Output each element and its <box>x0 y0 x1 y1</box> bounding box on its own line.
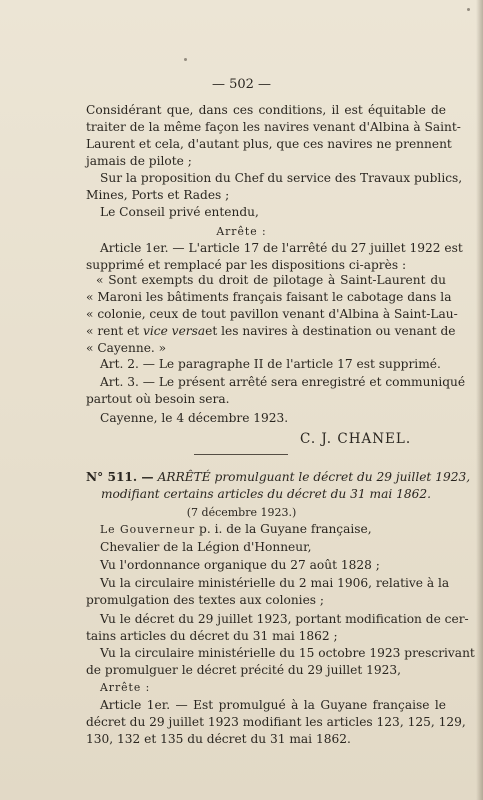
page-number: — 502 — <box>211 77 272 92</box>
text-line: « Sont exempts du droit de pilotage à Saint-Laurent du <box>96 273 446 287</box>
paragraph-proposition <box>86 170 463 204</box>
text-line: Sur la proposition du Chef du service des Travaux publics, <box>100 171 463 185</box>
decree-number: N° 511. — <box>86 470 154 484</box>
text-line: « rent et vice versa <box>86 324 206 338</box>
text-line: Vu la circulaire ministérielle du 2 mai 1906, relative à la <box>100 576 450 590</box>
text-line: de promulguer le décret précité du 29 juillet 1923, <box>86 663 402 677</box>
text-line: promulgation des textes aux colonies ; <box>86 593 325 607</box>
speck-mark <box>467 8 470 11</box>
text-line: traiter de la même façon les navires venant d'Albina à Saint- <box>86 120 461 134</box>
text-line <box>86 323 456 340</box>
gouverneur-line <box>100 521 372 538</box>
text-line: Vu le décret du 29 juillet 1923, portant modification de cer- <box>100 612 469 626</box>
text-line: Article 1er. — Est promulgué à la Guyane française le <box>100 698 446 712</box>
text-line: supprimé et remplacé par les dispositions ci-après : <box>86 258 407 272</box>
paragraph-conseil: Le Conseil privé entendu, <box>100 205 259 219</box>
arrete-heading: Arrête : <box>216 225 267 238</box>
vu-circulaire-1906 <box>86 575 450 609</box>
text-line: modifiant certains articles du décret du 31 mai 1862. <box>100 487 432 501</box>
place-date: Cayenne, le 4 décembre 1923. <box>100 411 289 425</box>
vu-decret-1923 <box>86 611 469 645</box>
text-line: jamais de pilote ; <box>86 154 192 168</box>
decree-title: ARRÊTÉ promulguant le décret du 29 juillet 1923, <box>157 470 471 484</box>
text-line <box>86 469 471 486</box>
text-line: « Maroni les bâtiments français faisant le cabotage dans la <box>86 290 452 304</box>
decree-heading <box>86 469 471 503</box>
article-1 <box>86 240 463 274</box>
decree-date: (7 décembre 1923.) <box>186 506 297 519</box>
article-1-quote <box>86 272 458 357</box>
article-3 <box>86 374 466 408</box>
text-line: Mines, Ports et Rades ; <box>86 188 230 202</box>
text-line: partout où besoin sera. <box>86 392 230 406</box>
text-line: décret du 29 juillet 1923 modifiant les articles 123, 125, 129, <box>86 715 466 729</box>
text-line: 130, 132 et 135 du décret du 31 mai 1862. <box>86 732 351 746</box>
text-line: et les navires à destination ou venant de <box>205 324 456 338</box>
page-edge-shadow <box>476 0 483 800</box>
text-line: Art. 3. — Le présent arrêté sera enregistré et communiqué <box>100 375 466 389</box>
vu-circulaire-1923 <box>86 645 475 679</box>
signature: C. J. CHANEL. <box>300 431 412 447</box>
section-divider <box>194 454 288 455</box>
text-line: Considérant que, dans ces conditions, il est équitable de <box>86 103 446 117</box>
vu-ordonnance: Vu l'ordonnance organique du 27 août 1828 ; <box>100 558 380 572</box>
article-2: Art. 2. — Le paragraphe II de l'article 17 est supprimé. <box>100 357 441 371</box>
chevalier-line: Chevalier de la Légion d'Honneur, <box>100 540 312 554</box>
paragraph-considerant <box>86 102 461 170</box>
arrete-heading-2: Arrête : <box>100 681 151 694</box>
text-line: « Cayenne. » <box>86 341 167 355</box>
text-line: « colonie, ceux de tout pavillon venant d'Albina à Saint-Lau- <box>86 307 458 321</box>
decree-article-1 <box>86 697 466 748</box>
text-line: p. i. de la Guyane française, <box>195 522 372 536</box>
speck-mark <box>184 58 187 61</box>
text-line: Le Gouverneur <box>100 523 196 536</box>
text-line: Vu la circulaire ministérielle du 15 octobre 1923 prescrivant <box>100 646 475 660</box>
text-line: tains articles du décret du 31 mai 1862 ; <box>86 629 338 643</box>
text-line: Laurent et cela, d'autant plus, que ces navires ne prennent <box>86 137 452 151</box>
text-line: Article 1er. — L'article 17 de l'arrêté du 27 juillet 1922 est <box>100 241 463 255</box>
